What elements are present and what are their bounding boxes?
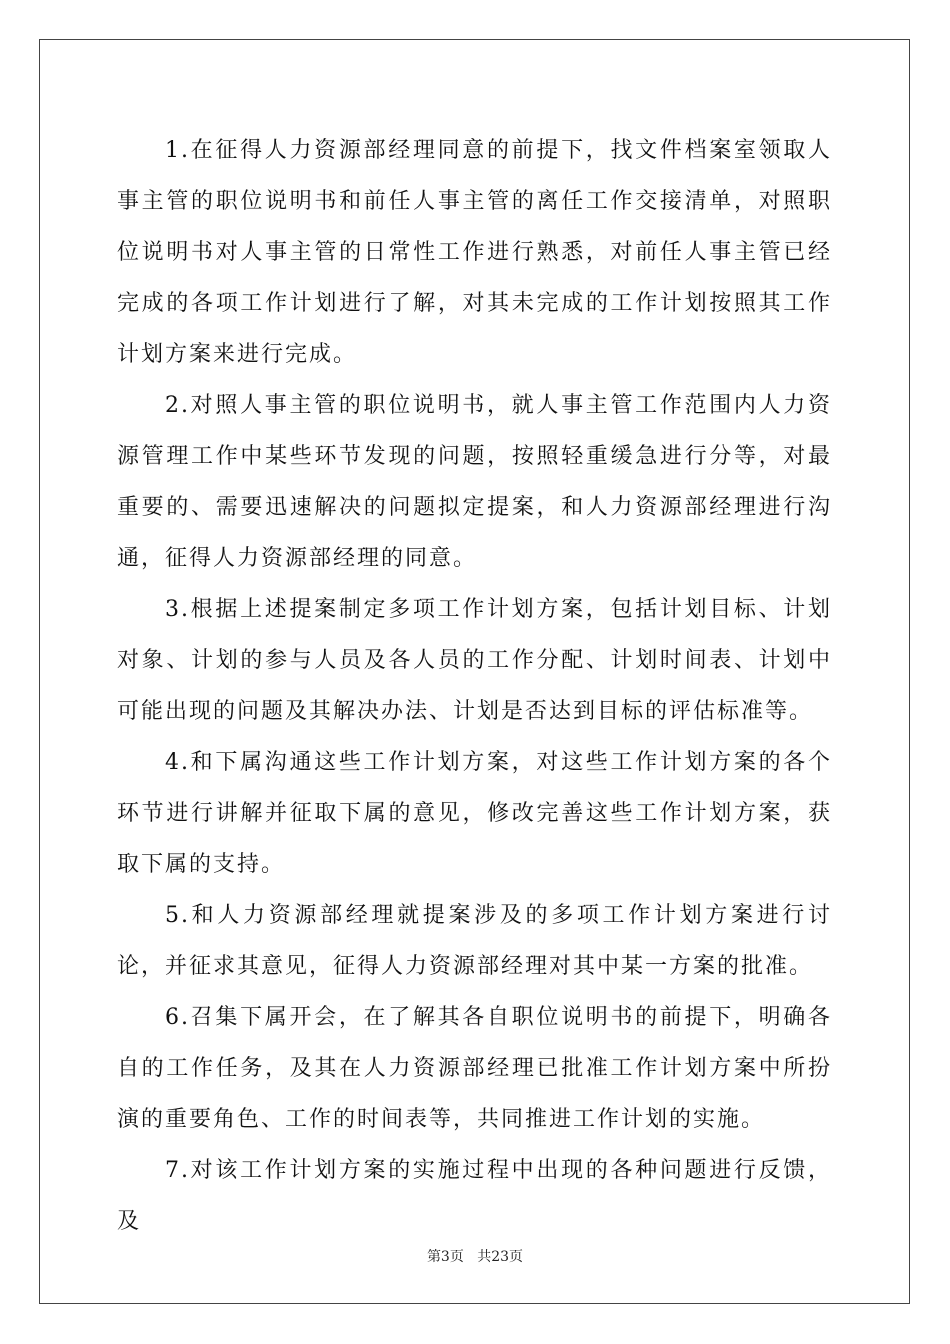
page-number: 第3页 (426, 1249, 464, 1265)
document-body (117, 125, 832, 1247)
paragraph: 4.和下属沟通这些工作计划方案，对这些工作计划方案的各个环节进行讲解并征取下属的意见，修改完善这些工作计划方案，获取下属的支持。 (117, 750, 832, 877)
total-pages: 共23页 (477, 1249, 524, 1265)
paragraph: 3.根据上述提案制定多项工作计划方案，包括计划目标、计划对象、计划的参与人员及各人员的工作分配、计划时间表、计划中可能出现的问题及其解决办法、计划是否达到目标的评估标准等。 (117, 597, 832, 724)
page-footer (0, 1246, 950, 1266)
paragraph: 5.和人力资源部经理就提案涉及的多项工作计划方案进行讨论，并征求其意见，征得人力资源部经理对其中某一方案的批准。 (117, 903, 832, 979)
paragraph: 7.对该工作计划方案的实施过程中出现的各种问题进行反馈，及 (117, 1158, 832, 1234)
paragraph: 6.召集下属开会，在了解其各自职位说明书的前提下，明确各自的工作任务，及其在人力资源部经理已批准工作计划方案中所扮演的重要角色、工作的时间表等，共同推进工作计划的实施。 (117, 1005, 832, 1132)
paragraph: 1.在征得人力资源部经理同意的前提下，找文件档案室领取人事主管的职位说明书和前任人事主管的离任工作交接清单，对照职位说明书对人事主管的日常性工作进行熟悉，对前任人事主管已经完成的各项工作计划进行了解，对其未完成的工作计划按照其工作计划方案来进行完成。 (117, 138, 832, 367)
paragraph: 2.对照人事主管的职位说明书，就人事主管工作范围内人力资源管理工作中某些环节发现的问题，按照轻重缓急进行分等，对最重要的、需要迅速解决的问题拟定提案，和人力资源部经理进行沟通，征得人力资源部经理的同意。 (117, 393, 832, 571)
